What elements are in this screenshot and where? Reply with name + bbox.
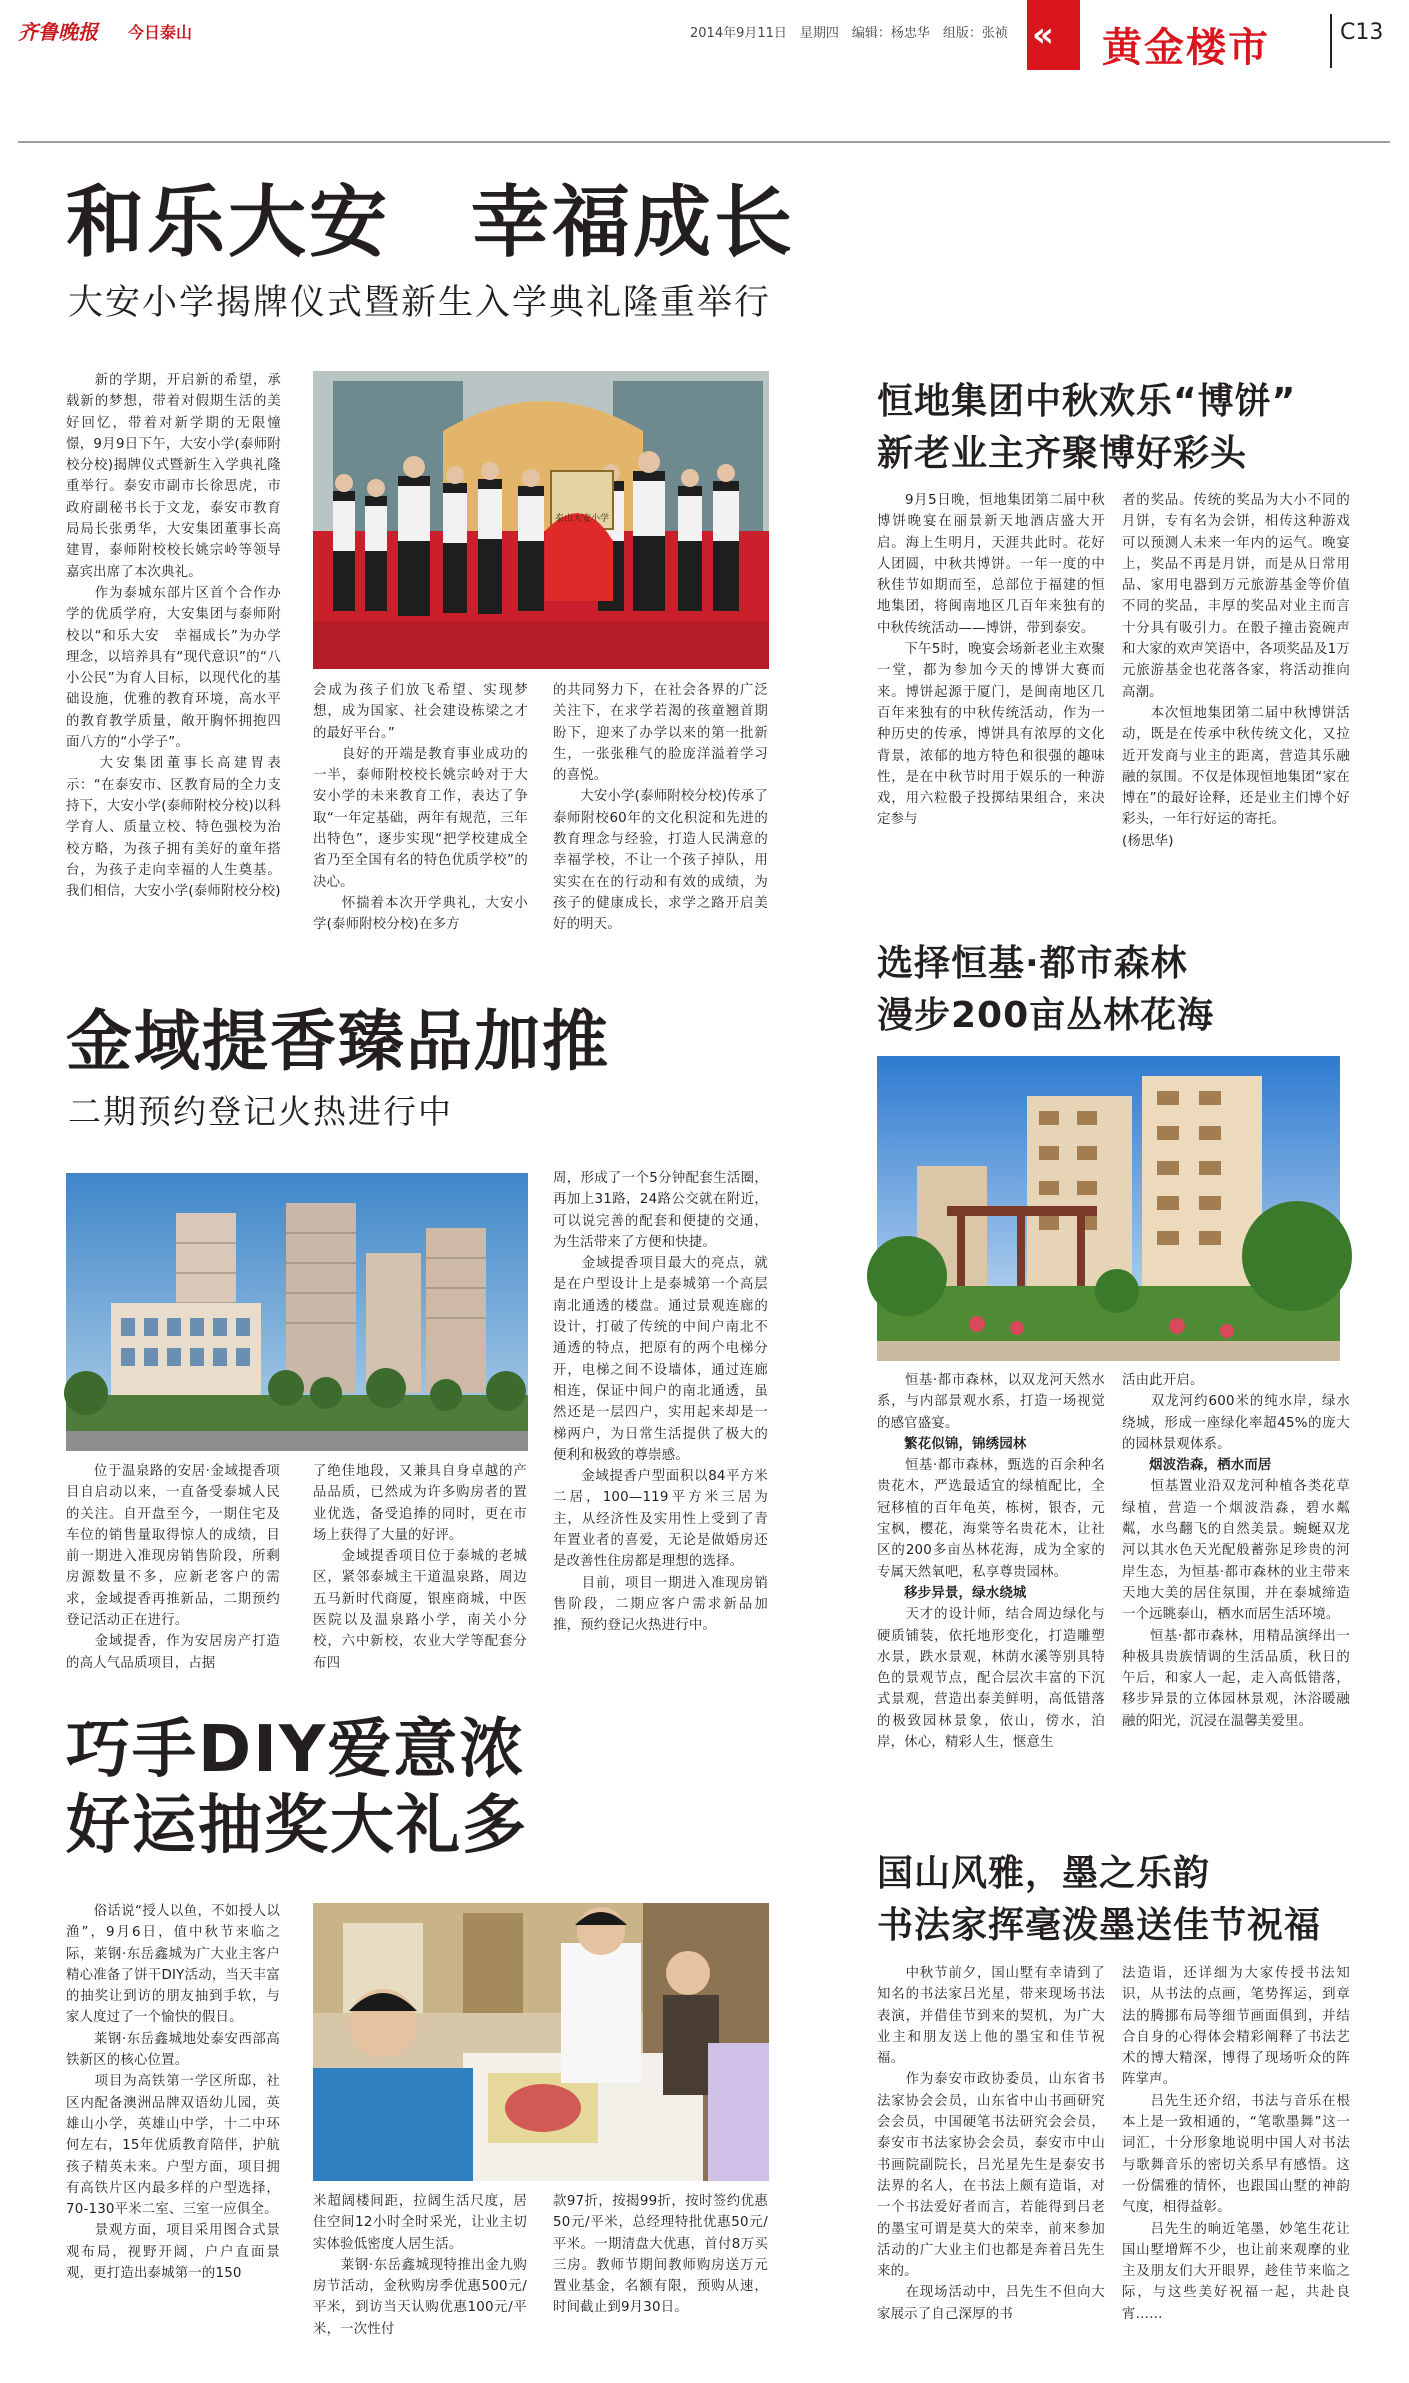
story4-col2: 者的奖品。传统的奖品为大小不同的月饼，专有名为会饼，相传这种游戏可以预测人未来一年内的运气。晚宴上，奖品不再是月饼，而是从日常用品、家用电器到万元旅游基金等价值不同的奖品，丰厚的奖品对业主而言十分具有吸引力。在骰子撞击瓷碗声和大家的欢声笑语中，各项奖品及1万元旅游基金也花落各家，将活动推向高潮。 本次恒地集团第二届中秋博饼活动，既是在传承中秋传统文化，又拉近开发商与业主的距离，营造其乐融融的氛围。不仅是体现恒地集团“家在博在”的最好诠释，还是业主们博个好彩头，一年行好运的寄托。 (杨思华) xyxy=(1122,493,1350,849)
story3-photo xyxy=(313,1903,769,2181)
story2-photo xyxy=(66,1173,528,1451)
page-number: C13 xyxy=(1340,20,1384,45)
story2-headline: 金域提香臻品加推 xyxy=(66,1003,610,1080)
story3-headline-line2: 好运抽奖大礼多 xyxy=(66,1789,528,1863)
issue-meta: 2014年9月11日 星期四 编辑：杨忠华 组版：张祯 xyxy=(690,26,1008,41)
story3-col2: 米超阔楼间距，拉阔生活尺度，居住空间12小时全时采光，让业主切实体验低密度人居生活。 莱钢·东岳鑫城现特推出金九购房节活动，金秋购房季优惠500元/平米，到访当天认购优惠100元/平米，一次性付 xyxy=(313,2194,527,2337)
newspaper-logo: 齐鲁晚报 xyxy=(18,20,98,44)
plaque-label: 泰山大安小学 xyxy=(554,514,609,524)
story1-photo xyxy=(313,371,769,669)
story1-subheadline: 大安小学揭牌仪式暨新生入学典礼隆重举行 xyxy=(68,283,772,323)
story1-col3: 的共同努力下，在社会各界的广泛关注下，在求学若渴的孩童翘首期盼下，迎来了办学以来的第一批新生，一张张稚气的脸庞洋溢着学习的喜悦。 大安小学(泰师附校分校)传承了泰师附校60年的文化积淀和先进的教育理念与经验，打造人民满意的幸福学校，不让一个孩子掉队，用实实在在的行动和有效的成绩，为孩子的健康成长，求学之路开启美好的明天。 xyxy=(553,683,768,933)
story2-col1: 位于温泉路的安居·金域提香项目自启动以来，一直备受泰城人民的关注。自开盘至今，一期住宅及车位的销售量取得惊人的成绩，目前一期进入准现房销售阶段，所剩房源数量不多，应新老客户的需求，金域提香再推新品，二期预约登记活动正在进行。 金域提香，作为安居房产打造的高人气品质项目，占据 xyxy=(66,1464,280,1671)
story6-col1: 中秋节前夕，国山墅有幸请到了知名的书法家吕光星，带来现场书法表演，并借佳节到来的契机，为广大业主和朋友送上他的墨宝和佳节祝福。 作为泰安市政协委员，山东省书法家协会会员，山东省中山书画研究会会员，中国硬笔书法研究会会员，泰安市书法家协会会员，泰安市中山书画院副院长，吕光星先生是泰安书法界的名人，在书法上颇有造诣，对一个书法爱好者而言，若能得到吕老的墨宝可谓是莫大的荣幸，前来参加活动的广大业主们也都是奔着吕先生来的。 在现场活动中，吕先生不但向大家展示了自己深厚的书 xyxy=(877,1966,1105,2322)
story3-col1: 俗话说“授人以鱼，不如授人以渔”，9月6日，值中秋节来临之际，莱钢·东岳鑫城为广大业主客户精心准备了饼干DIY活动，当天丰富的抽奖让到访的朋友抽到手软，与家人度过了一个愉快的假日。 莱钢·东岳鑫城地处泰安西部高铁新区的核心位置。 项目为高铁第一学区所邸，社区内配备澳洲品牌双语幼儿园，英雄山小学，英雄山中学，十二中环何左右，15年优质教育陪伴，护航孩子精英未来。户型方面，项目拥有高铁片区内最多样的户型选择，70-130平米二室、三室一应俱全。 景观方面，项目采用图合式景观布局，视野开阔，户户直面景观，更打造出泰城第一的150 xyxy=(66,1904,280,2282)
story5-headline: 选择恒基·都市森林 漫步200亩丛林花海 xyxy=(877,943,1215,1036)
chevron-left-icon: « xyxy=(1032,15,1046,55)
story1-col2: 会成为孩子们放飞希望、实现梦想，成为国家、社会建设栋梁之才的最好平台。” 良好的开端是教育事业成功的一半，泰师附校校长姚宗岭对于大安小学的未来教育工作，表达了争取“一年定基础，两年有规范，三年出特色”，逐步实现“把学校建成全省乃至全国有名的特色优质学校”的决心。 怀揣着本次开学典礼，大安小学(泰师附校分校)在多方 xyxy=(313,683,528,933)
story2-col2: 了绝佳地段，又兼具自身卓越的产品品质，已然成为许多购房者的置业优选，备受追捧的同时，更在市场上获得了大量的好评。 金域提香项目位于泰城的老城区，紧邻泰城主干道温泉路，周边五马新时代商厦，银座商城，中医医院以及温泉路小学，南关小分校，六中新校，农业大学等配套分布四 xyxy=(313,1464,527,1671)
section-name: 今日泰山 xyxy=(128,23,193,42)
story6-headline: 国山风雅，墨之乐韵 书法家挥毫泼墨送佳节祝福 xyxy=(877,1853,1322,1946)
masthead-divider xyxy=(1330,14,1332,68)
story2-subheadline: 二期预约登记火热进行中 xyxy=(68,1092,453,1131)
story5-col1: 恒基·都市森林，以双龙河天然水系，与内部景观水系，打造一场视觉的感官盛宴。 繁花似锦，锦绣园林 恒基·都市森林，甄选的百余种名贵花木，严选最适宜的绿植配比，全冠移植的百年龟英，栋树，银杏，元宝枫，樱花，海棠等名贵花木，让社区的200多亩丛林花海，成为全家的专属天然氧吧，私享尊贵园林。 移步异景，绿水绕城 天才的设计师，结合周边绿化与硬质铺装，依托地形变化，打造雕塑水景，跌水景观，林荫水溪等别具特色的景观节点，配合层次丰富的下沉式景观，营造出泰美鲜明，高低错落的极致园林景象，依山，傍水，泊岸，休心，精彩人生，惬意生 xyxy=(877,1373,1105,1751)
story4-col1: 9月5日晚，恒地集团第二届中秋博饼晚宴在丽景新天地酒店盛大开启。海上生明月，天涯共此时。花好人团圆，中秋共博饼。一年一度的中秋佳节如期而至，总部位于福建的恒地集团，将闽南地区几百年来独有的中秋传统活动——博饼，带到泰安。 下午5时，晚宴会场新老业主欢聚一堂，都为参加今天的博饼大赛而来。博饼起源于厦门，是闽南地区几百年来独有的中秋传统活动，作为一种历史的传承，博饼具有浓厚的文化背景，浓郁的地方特色和很强的趣味性，是在中秋节时用于娱乐的一种游戏，用六粒骰子投掷结果组合，来决定参与 xyxy=(877,493,1105,828)
story2-col3: 周，形成了一个5分钟配套生活圈，再加上31路，24路公交就在附近，可以说完善的配套和便捷的交通，为生活带来了方便和快捷。 金域提香项目最大的亮点，就是在户型设计上是泰城第一个高层南北通透的楼盘。通过景观连廊的设计，打破了传统的中间户南北不通透的特点，把原有的两个电梯分开，电梯之间不设墙体，通过连廊相连，保证中间户的南北通透，虽然还是一层四户，实用起来却是一梯两户，为日常生活提供了极大的便利和极致的尊崇感。 金域提香户型面积以84平方米二居，100—119平方米三居为主，从经济性及实用性上受到了青年置业者的喜爱，无论是做婚房还是改善性住房都是理想的选择。 目前，项目一期进入准现房销售阶段，二期应客户需求新品加推，预约登记火热进行中。 xyxy=(553,1171,768,1634)
masthead-rule xyxy=(18,141,1390,143)
section-title: 黄金楼市 xyxy=(1102,25,1270,71)
story5-photo xyxy=(877,1056,1340,1361)
story3-headline-line1: 巧手DIY爱意浓 xyxy=(66,1713,526,1787)
story5-col2: 活由此开启。 双龙河约600米的纯水岸，绿水绕城，形成一座绿化率超45%的庞大的园林景观体系。 烟波浩森，栖水而居 恒基置业沿双龙河种植各类花草绿植，营造一个烟波浩淼，碧水粼粼，水鸟翻飞的自然美景。蜿蜒双龙河以其水色天光配般蓄弥足珍贵的河岸生态，为恒基·都市森林的业主带来天地大美的居住氛围，并在泰城缔造一个远眺泰山，栖水而居生活环境。 恒基·都市森林，用精品演绎出一种极具贵族情调的生活品质，秋日的午后，和家人一起，走入高低错落，移步异景的立体园林景观，沐浴暖融融的阳光，沉浸在温馨美爱里。 xyxy=(1122,1373,1350,1729)
story6-col2: 法造诣，还详细为大家传授书法知识，从书法的点画，笔势挥运，到章法的腾挪布局等细节画面俱到，并结合自身的心得体会精彩阐释了书法艺术的博大精深，博得了现场听众的阵阵掌声。 吕先生还介绍，书法与音乐在根本上是一致相通的，“笔歌墨舞”这一词汇，十分形象地说明中国人对书法与歌舞音乐的密切关系早有感悟。这一份儒雅的情怀，也跟国山墅的神韵气度，相得益彰。 吕先生的晌近笔墨，妙笔生花让国山墅增辉不少，也让前来观摩的业主及朋友们大开眼界，趁佳节来临之际，与这些美好祝福一起，共赴良宵…… xyxy=(1122,1966,1350,2322)
story3-col3: 款97折，按揭99折，按时签约优惠50元/平米，总经理特批优惠50元/平米。一期清盘大优惠，首付8万买三房。教师节期间教师购房送万元置业基金，名额有限，预购从速，时间截止到9月30日。 xyxy=(553,2194,768,2316)
story4-headline: 恒地集团中秋欢乐“博饼” 新老业主齐聚博好彩头 xyxy=(877,381,1297,474)
story1-col1: 新的学期，开启新的希望，承载新的梦想，带着对假期生活的美好回忆，带着对新学期的无限憧憬，9月9日下午，大安小学(泰师附校分校)揭牌仪式暨新生入学典礼隆重举行。泰安市副市长徐思虎，市政府副秘书长于文龙，泰安市教育局局长张勇华，大安集团董事长高建胃，泰师附校校长姚宗岭等领导嘉宾出席了本次典礼。 作为泰城东部片区首个合作办学的优质学府，大安集团与泰师附校以“和乐大安 幸福成长”为办学理念，以培养具有“现代意识”的“八小公民”为育人目标，以现代化的基础设施，优雅的教育环境，高水平的教育教学质量，敞开胸怀拥抱四面八方的“小学子”。 大安集团董事长高建胃表示：“在泰安市、区教育局的全力支持下，大安小学(泰师附校分校)以科学育人、质量立校、特色强校为治校方略，为孩子拥有美好的童年搭台，为孩子走向幸福的人生奠基。我们相信，大安小学(泰师附校分校) xyxy=(66,373,281,900)
story1-headline: 和乐大安 幸福成长 xyxy=(66,178,796,268)
